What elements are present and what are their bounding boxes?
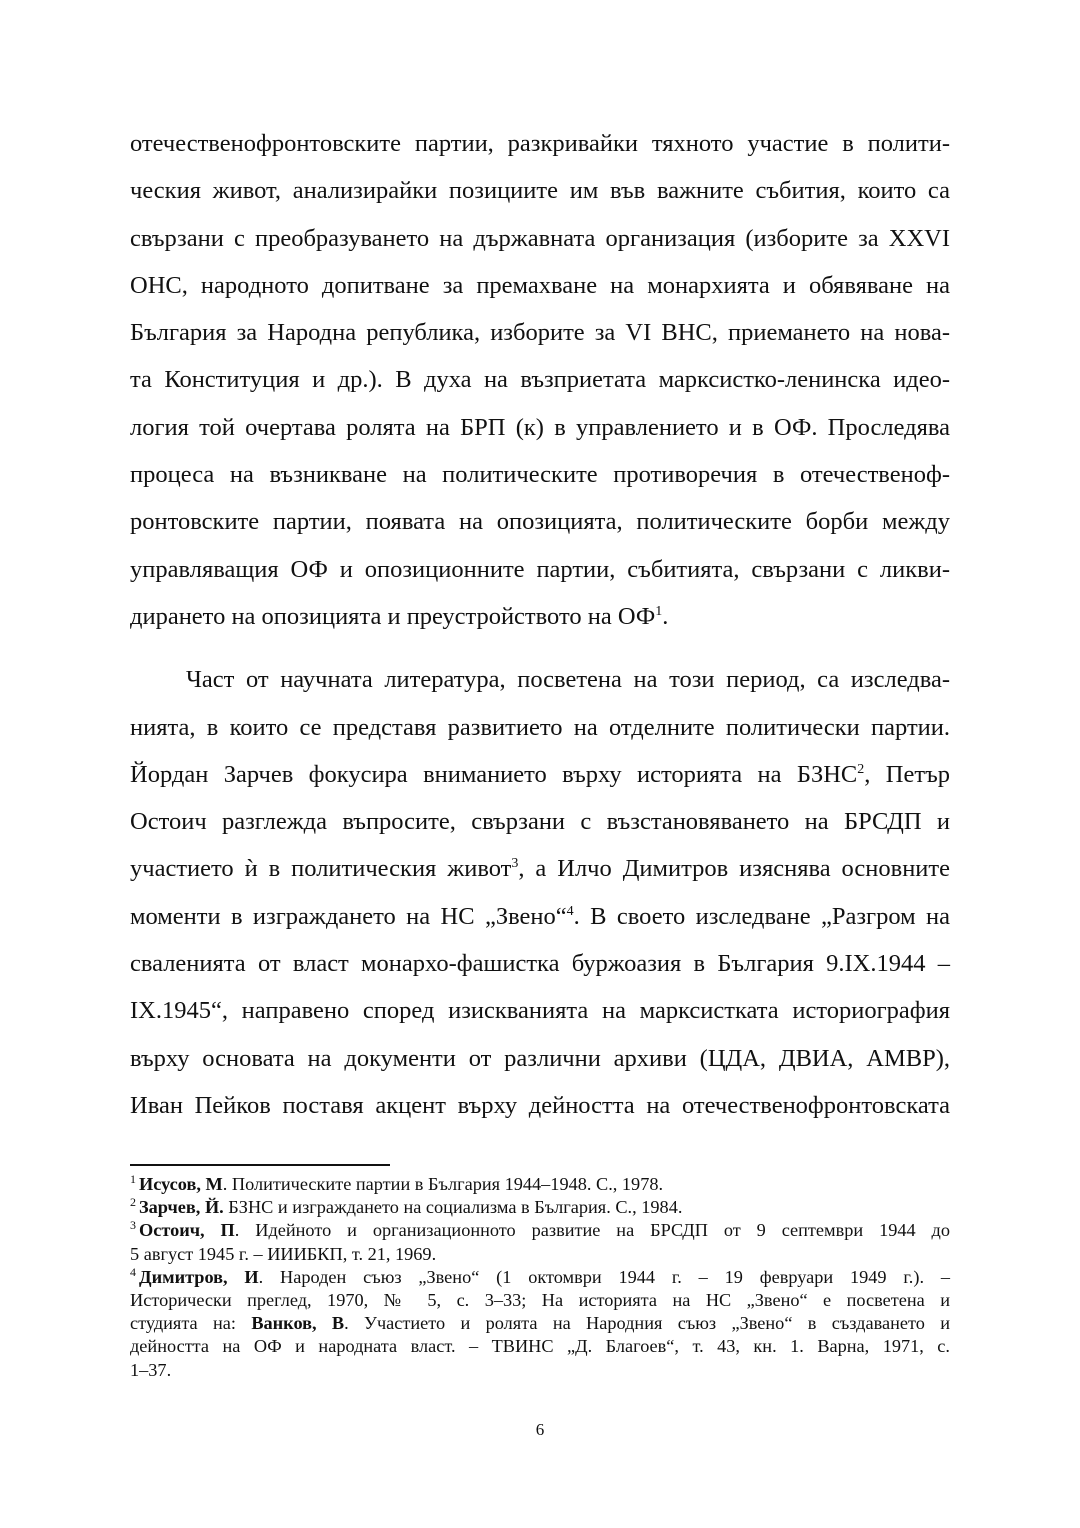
text-line: Остоич разглежда въпросите, свързани с възстановяването на БРСДП и (130, 808, 950, 836)
text-run: , Петър (864, 760, 950, 788)
footnote-text: . Идейното и организационното развитие на БРСДП от 9 септември 1944 до (234, 1220, 950, 1241)
text-run: участието ѝ в политическия живот (130, 855, 512, 883)
text-line: ОНС, народното допитване за премахване на монархията и обявяване на (130, 271, 950, 299)
footnote-4-cont (130, 1312, 950, 1335)
text-line: IX.1945“, направено според изискванията на марксистката историография (130, 997, 950, 1025)
text-line: та Конституция и др.). В духа на възприетата марксистко-ленинска идео- (130, 366, 950, 394)
footnote-number: 1 (130, 1171, 136, 1186)
footnote-author: Ванков, В (251, 1313, 345, 1334)
footnote-ref-2[interactable]: 2 (857, 761, 865, 777)
text-line: нията, в които се представя развитието на отделните политически партии. (130, 713, 950, 741)
footnote-3-cont: 5 август 1945 г. – ИИИБКП, т. 21, 1969. (130, 1243, 437, 1264)
footnote-4 (130, 1266, 950, 1289)
text-line: ронтовските партии, появата на опозицията, политическите борби между (130, 508, 950, 536)
paragraph-2 (130, 656, 950, 1129)
page-number: 6 (535, 1420, 545, 1439)
text-line: върху основата на документи от различни архиви (ЦДА, ДВИА, АМВР), (130, 1044, 950, 1072)
footnote-number: 4 (130, 1264, 136, 1279)
text-line: България за Народна република, изборите за VI ВНС, приемането на нова- (130, 319, 950, 347)
footnote-text: . Народен съюз „Звено“ (1 октомври 1944 г. – 19 февруари 1949 г.). – (258, 1266, 950, 1287)
footnote-ref-1[interactable]: 1 (655, 603, 663, 619)
footnote-text: БЗНС и изграждането на социализма в България. С., 1984. (223, 1197, 683, 1218)
footnote-author: Димитров, И (139, 1266, 259, 1287)
footnote-4-cont: дейността на ОФ и народната власт. – ТВИНС „Д. Благоев“, т. 43, кн. 1. Варна, 1971, с. (130, 1336, 950, 1357)
text-line: Иван Пейков поставя акцент върху дейността на отечественофронтовската (130, 1091, 950, 1119)
text-line: сваленията от власт монархо-фашистка буржоазия в България 9.IX.1944 – (130, 950, 950, 978)
footnote-4-cont: 1–37. (130, 1359, 172, 1380)
paragraph-gap (130, 640, 950, 656)
text-run: . В своето изследване „Разгром на (573, 902, 950, 930)
footnote-number: 3 (130, 1218, 136, 1233)
footnote-author: Остоич, П (139, 1220, 235, 1241)
body-text (130, 120, 950, 1129)
text-line (130, 751, 950, 798)
text-line (130, 893, 950, 940)
text-line: отечественофронтовските партии, разкривайки тяхното участие в полити- (130, 130, 950, 157)
footnote-3 (130, 1219, 950, 1242)
text-run: моменти в изграждането на НС „Звено“ (130, 902, 567, 930)
footnote-1 (130, 1173, 950, 1196)
text-line (130, 845, 950, 892)
footnote-2 (130, 1196, 950, 1219)
footnote-text: . Участието и ролята на Народния съюз „Звено“ в създаването и (344, 1313, 950, 1334)
text-run: . (662, 602, 669, 630)
footnote-separator (130, 1164, 390, 1166)
text-line: процеса на възникване на политическите противоречия в отечественоф- (130, 461, 950, 489)
footnote-text: студията на: (130, 1313, 252, 1334)
text-line (130, 593, 950, 640)
footnote-text: . Политическите партии в България 1944–1948. С., 1978. (222, 1174, 664, 1194)
footnotes (130, 1173, 950, 1382)
text-line: Част от научната литература, посветена на този период, са изследва- (186, 666, 950, 694)
footnote-author: Зарчев, Й. (139, 1197, 224, 1218)
footnote-ref-3[interactable]: 3 (511, 856, 519, 872)
footnote-ref-4[interactable]: 4 (566, 903, 574, 919)
text-run: дирането на опозицията и преустройството на ОФ (130, 602, 656, 630)
text-run: Йордан Зарчев фокусира вниманието върху историята на БЗНС (130, 760, 858, 788)
footnote-4-cont: Исторически преглед, 1970, № 5, с. 3–33; На историята на НС „Звено“ е посветена и (130, 1289, 950, 1310)
footnote-author: Исусов, М (139, 1174, 223, 1194)
text-line: свързани с преобразуването на държавната организация (изборите за XXVI (130, 224, 950, 252)
text-line: ческия живот, анализирайки позициите им във важните събития, които са (130, 177, 950, 205)
text-line: логия той очертава ролята на БРП (к) в управлението и в ОФ. Проследява (130, 413, 950, 441)
footnote-number: 2 (130, 1195, 136, 1210)
text-line: управляващия ОФ и опозиционните партии, събитията, свързани с ликви- (130, 555, 950, 583)
text-run: , а Илчо Димитров изяснява основните (518, 855, 951, 883)
paragraph-1 (130, 120, 950, 640)
